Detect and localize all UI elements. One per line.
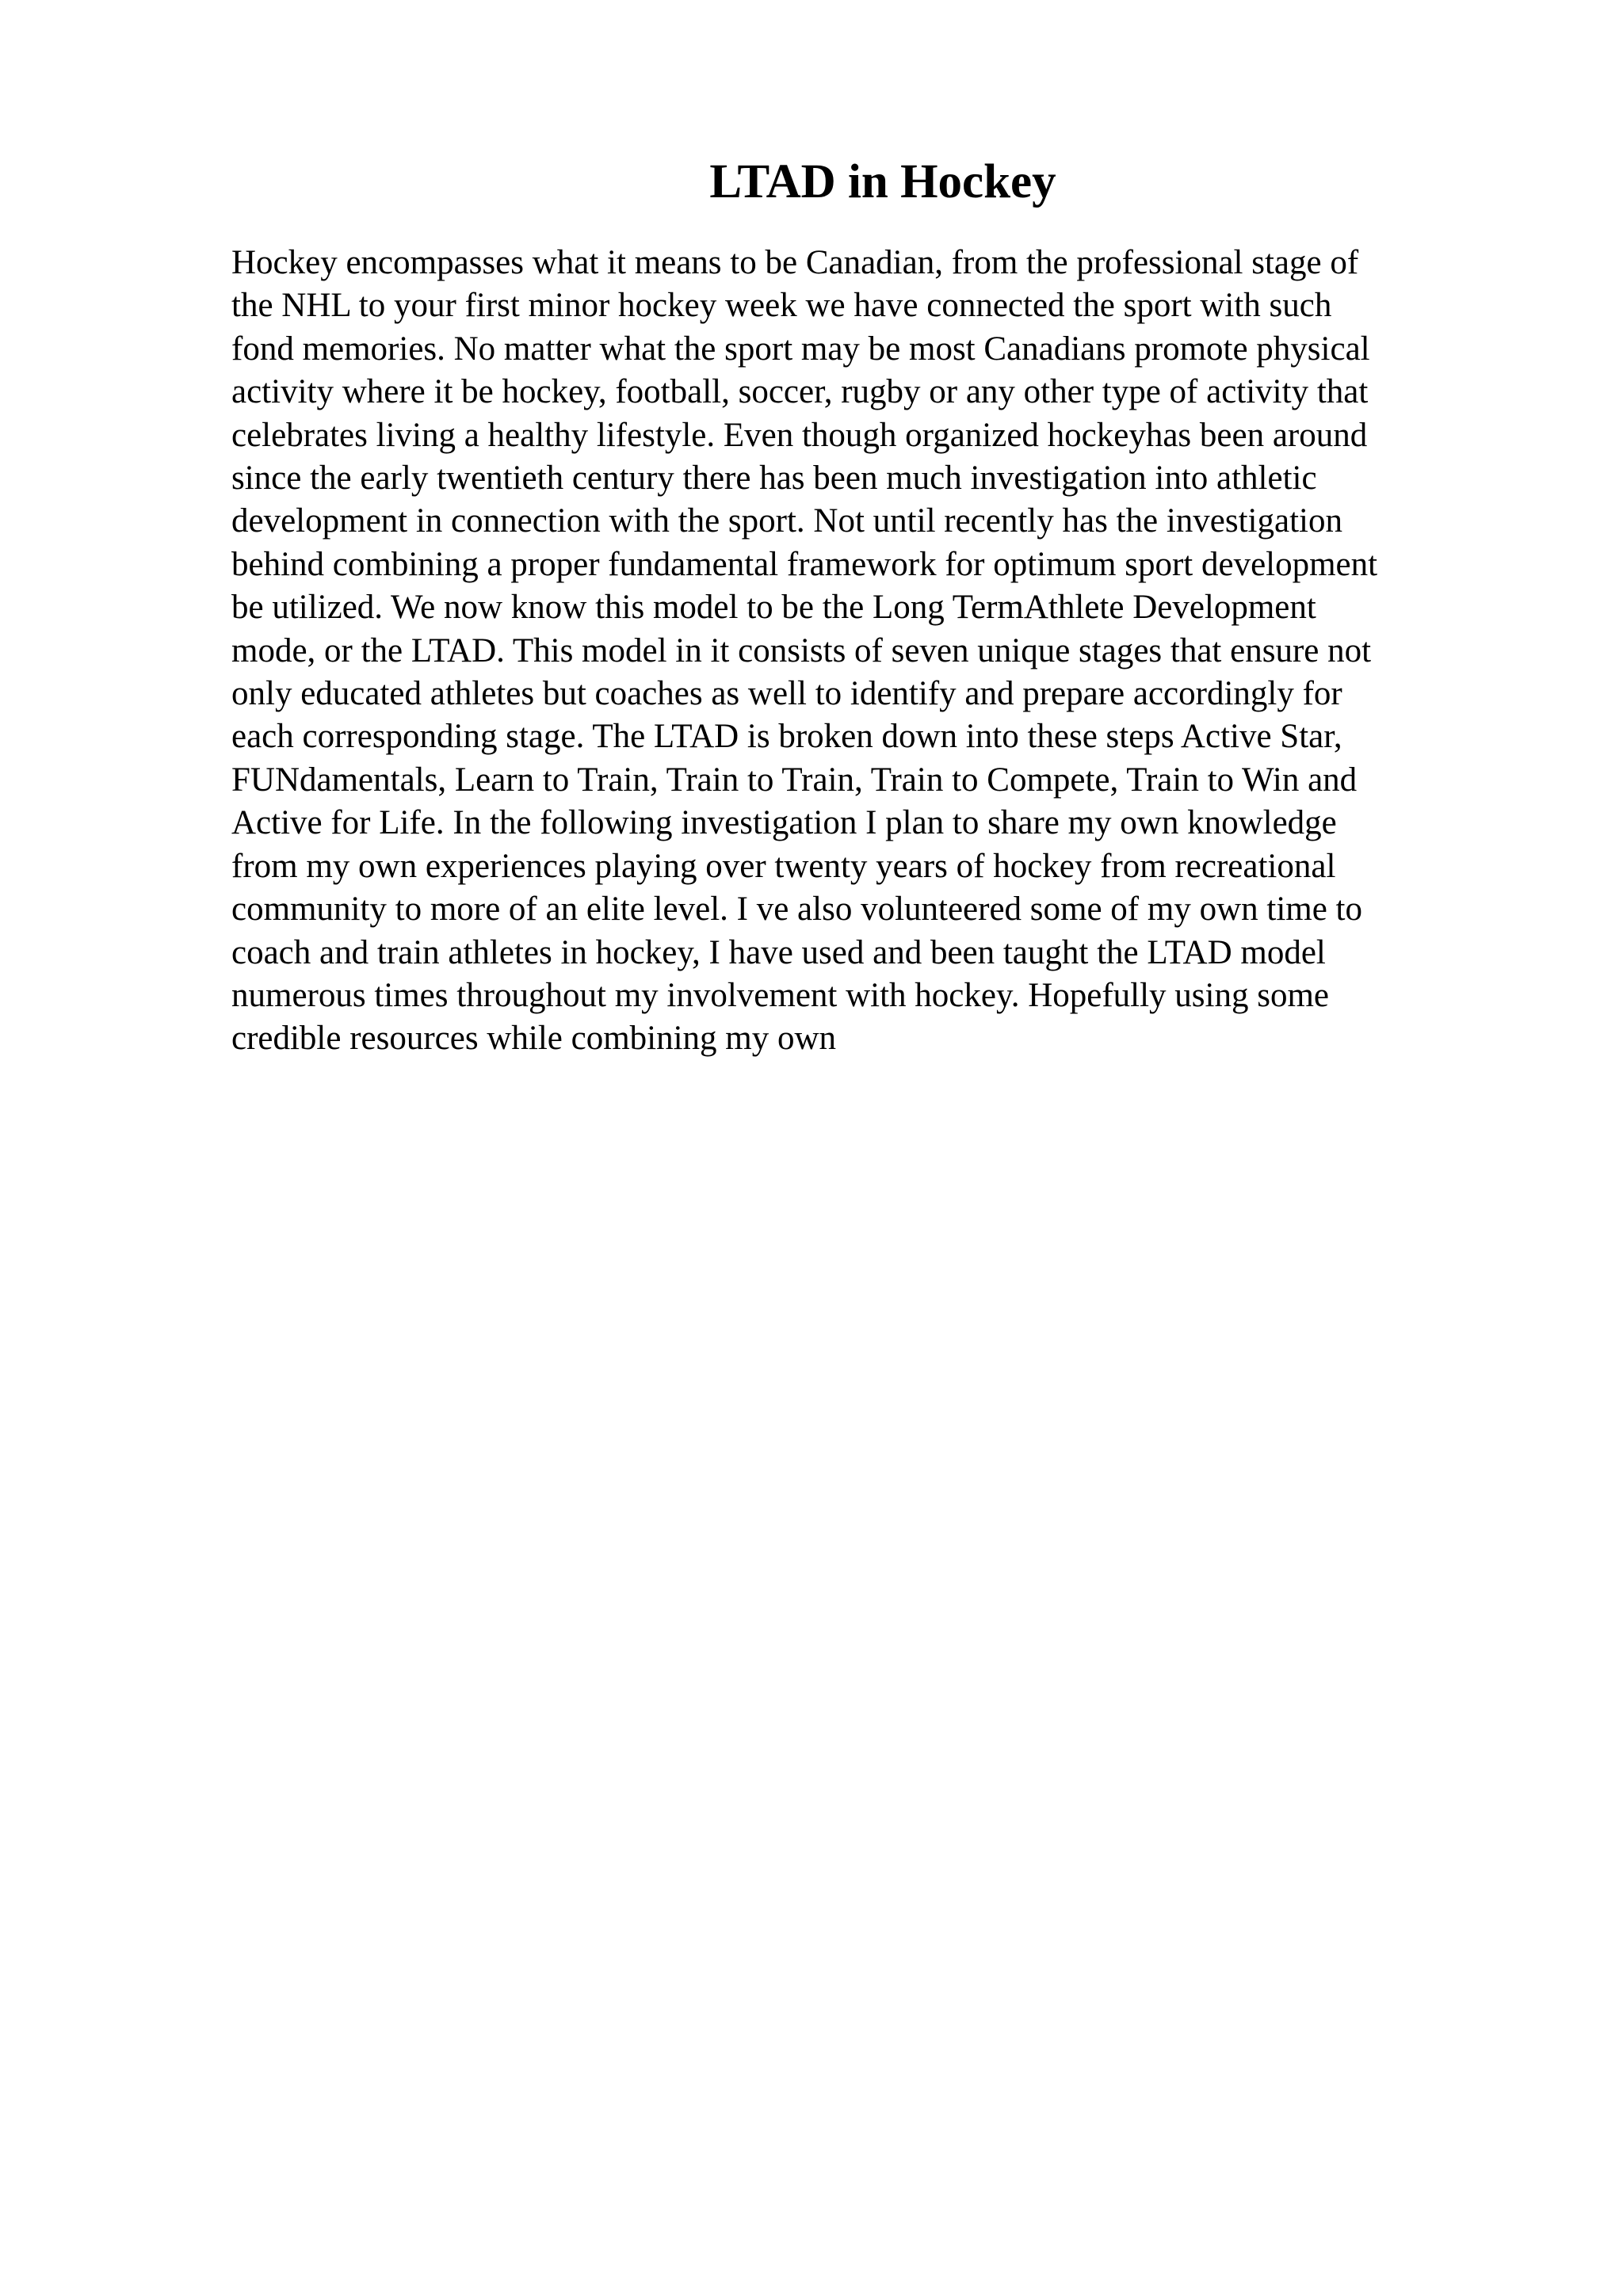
document-title: LTAD in Hockey: [709, 155, 1056, 208]
paragraph-line: activity where it be hockey, football, soccer, rugby or any other type of activity that: [231, 373, 1369, 411]
paragraph-line: Active for Life. In the following investigation I plan to share my own knowledge: [231, 804, 1337, 842]
paragraph-line: celebrates living a healthy lifestyle. Even though organized hockeyhas been around: [231, 416, 1368, 454]
body-paragraph: [231, 242, 1499, 1061]
paragraph-line: since the early twentieth century there has been much investigation into athletic: [231, 460, 1317, 498]
paragraph-line: the NHL to your first minor hockey week we have connected the sport with such: [231, 287, 1332, 325]
paragraph-line: each corresponding stage. The LTAD is broken down into these steps Active Star,: [231, 718, 1342, 756]
paragraph-line: credible resources while combining my own: [231, 1020, 837, 1058]
paragraph-line: development in connection with the sport. Not until recently has the investigation: [231, 502, 1342, 540]
paragraph-line: from my own experiences playing over twenty years of hockey from recreational: [231, 847, 1336, 885]
paragraph-line: behind combining a proper fundamental framework for optimum sport development: [231, 545, 1378, 583]
paragraph-line: FUNdamentals, Learn to Train, Train to Train, Train to Compete, Train to Win and: [231, 761, 1358, 799]
paragraph-line: coach and train athletes in hockey, I have used and been taught the LTAD model: [231, 933, 1326, 971]
paragraph-line: fond memories. No matter what the sport may be most Canadians promote physical: [231, 330, 1370, 368]
paragraph-line: Hockey encompasses what it means to be Canadian, from the professional stage of: [231, 244, 1359, 281]
paragraph-line: numerous times throughout my involvement with hockey. Hopefully using some: [231, 976, 1329, 1014]
paragraph-line: only educated athletes but coaches as well to identify and prepare accordingly for: [231, 675, 1342, 713]
paragraph-line: be utilized. We now know this model to be the Long TermAthlete Development: [231, 589, 1316, 627]
paragraph-line: mode, or the LTAD. This model in it consists of seven unique stages that ensure not: [231, 631, 1372, 669]
paragraph-line: community to more of an elite level. I ve also volunteered some of my own time to: [231, 891, 1362, 929]
